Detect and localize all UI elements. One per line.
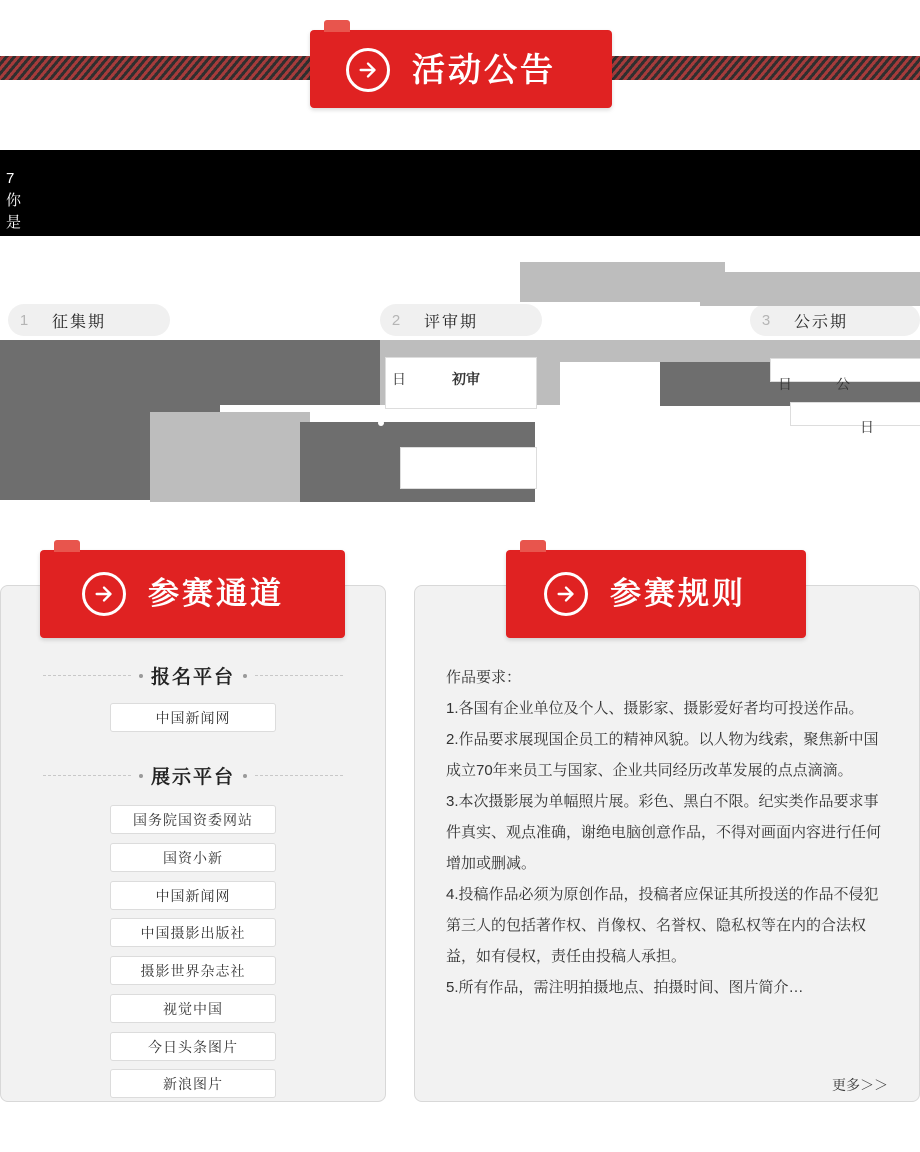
display-platform-item-4[interactable]: 摄影世界杂志社 [110, 956, 276, 985]
rules-item-4: 5.所有作品，需注明拍摄地点、拍摄时间、图片简介… [446, 979, 804, 996]
phase-label-3: 公示期 [794, 313, 849, 331]
ribbon-stripe-left [0, 56, 310, 80]
announcement-line-3: 是 [6, 214, 22, 231]
arrow-right-circle-icon [82, 572, 126, 616]
display-platform-item-3[interactable]: 中国摄影出版社 [110, 918, 276, 947]
banner-tab-decoration [54, 540, 80, 552]
phase-label-2: 评审期 [424, 313, 479, 331]
occlusion-shape-top-right [700, 272, 920, 306]
phase-number-1: 1 [19, 311, 29, 329]
display-platform-item-7[interactable]: 新浪图片 [110, 1069, 276, 1098]
phase-number-2: 2 [391, 311, 401, 329]
heading-rule-left [43, 675, 131, 677]
rules-item-3: 4.投稿作品必须为原创作品，投稿者应保证其所投送的作品不侵犯第三人的包括著作权、肖像权、名誉权、隐私权等在内的合法权益，如有侵权，责任由投稿人承担。 [446, 886, 879, 965]
phase-card-mid-lower [400, 447, 537, 489]
announcement-line-1: 7 [6, 170, 15, 187]
phase-number-3: 3 [761, 311, 771, 329]
phase-mid-label: 初审 [452, 371, 480, 387]
rules-item-2: 3.本次摄影展为单幅照片展。彩色、黑白不限。纪实类作品要求事件真实、观点准确，谢绝电脑创意作品，不得对画面内容进行任何增加或删减。 [446, 793, 882, 872]
arrow-right-circle-icon [544, 572, 588, 616]
occlusion-shape-left-a [0, 340, 380, 405]
heading-dot-right [243, 674, 247, 678]
announcement-banner [310, 30, 612, 108]
ribbon-stripe-right [612, 56, 920, 80]
heading-dot-left [139, 774, 143, 778]
heading-rule-left [43, 775, 131, 777]
display-platform-item-1[interactable]: 国资小新 [110, 843, 276, 872]
occlusion-shape-left-c [150, 412, 310, 502]
banner-tab-decoration [520, 540, 546, 552]
display-platform-item-6[interactable]: 今日头条图片 [110, 1032, 276, 1061]
timeline-connector-dot [378, 420, 384, 426]
phase-timeline [0, 262, 920, 512]
display-platform-item-2[interactable]: 中国新闻网 [110, 881, 276, 910]
entry-channel-banner [40, 550, 345, 638]
phase-right-date-2: 日 [860, 419, 874, 435]
announcement-line-2: 你 [6, 192, 22, 209]
rules-item-0: 1.各国有企业单位及个人、摄影家、摄影爱好者均可投送作品。 [446, 700, 864, 717]
display-platform-item-0[interactable]: 国务院国资委网站 [110, 805, 276, 834]
phase-card-right-lower [790, 402, 920, 426]
occlusion-shape-top [520, 262, 725, 302]
arrow-right-circle-icon [346, 48, 390, 92]
announcement-redacted-block [0, 150, 920, 236]
phase-mid-date: 日 [392, 371, 406, 387]
phase-item-2[interactable] [380, 304, 542, 336]
phase-item-3[interactable] [750, 304, 920, 336]
banner-tab-decoration [324, 20, 350, 32]
heading-rule-right [255, 675, 343, 677]
phase-right-date: 日 [778, 376, 792, 392]
signup-platform-heading-text: 报名平台 [151, 667, 236, 688]
signup-platform-item-0[interactable]: 中国新闻网 [110, 703, 276, 732]
announcement-banner-title: 活动公告 [412, 51, 556, 88]
display-platform-heading-text: 展示平台 [151, 767, 236, 788]
signup-platform-heading [43, 662, 343, 689]
rules-banner [506, 550, 806, 638]
entry-channel-banner-title: 参赛通道 [148, 576, 284, 611]
rules-banner-title: 参赛规则 [610, 576, 746, 611]
rules-more-link[interactable]: 更多＞＞ [832, 1077, 888, 1093]
rules-text-body [446, 662, 888, 1003]
phase-right-label: 公 [836, 376, 850, 392]
rules-item-1: 2.作品要求展现国企员工的精神风貌。以人物为线索，聚焦新中国成立70年来员工与国家、企业共同经历改革发展的点点滴滴。 [446, 731, 879, 779]
display-platform-heading [43, 762, 343, 789]
rules-intro: 作品要求： [446, 669, 522, 686]
phase-item-1[interactable] [8, 304, 170, 336]
heading-rule-right [255, 775, 343, 777]
heading-dot-left [139, 674, 143, 678]
heading-dot-right [243, 774, 247, 778]
display-platform-item-5[interactable]: 视觉中国 [110, 994, 276, 1023]
phase-label-1: 征集期 [52, 313, 107, 331]
